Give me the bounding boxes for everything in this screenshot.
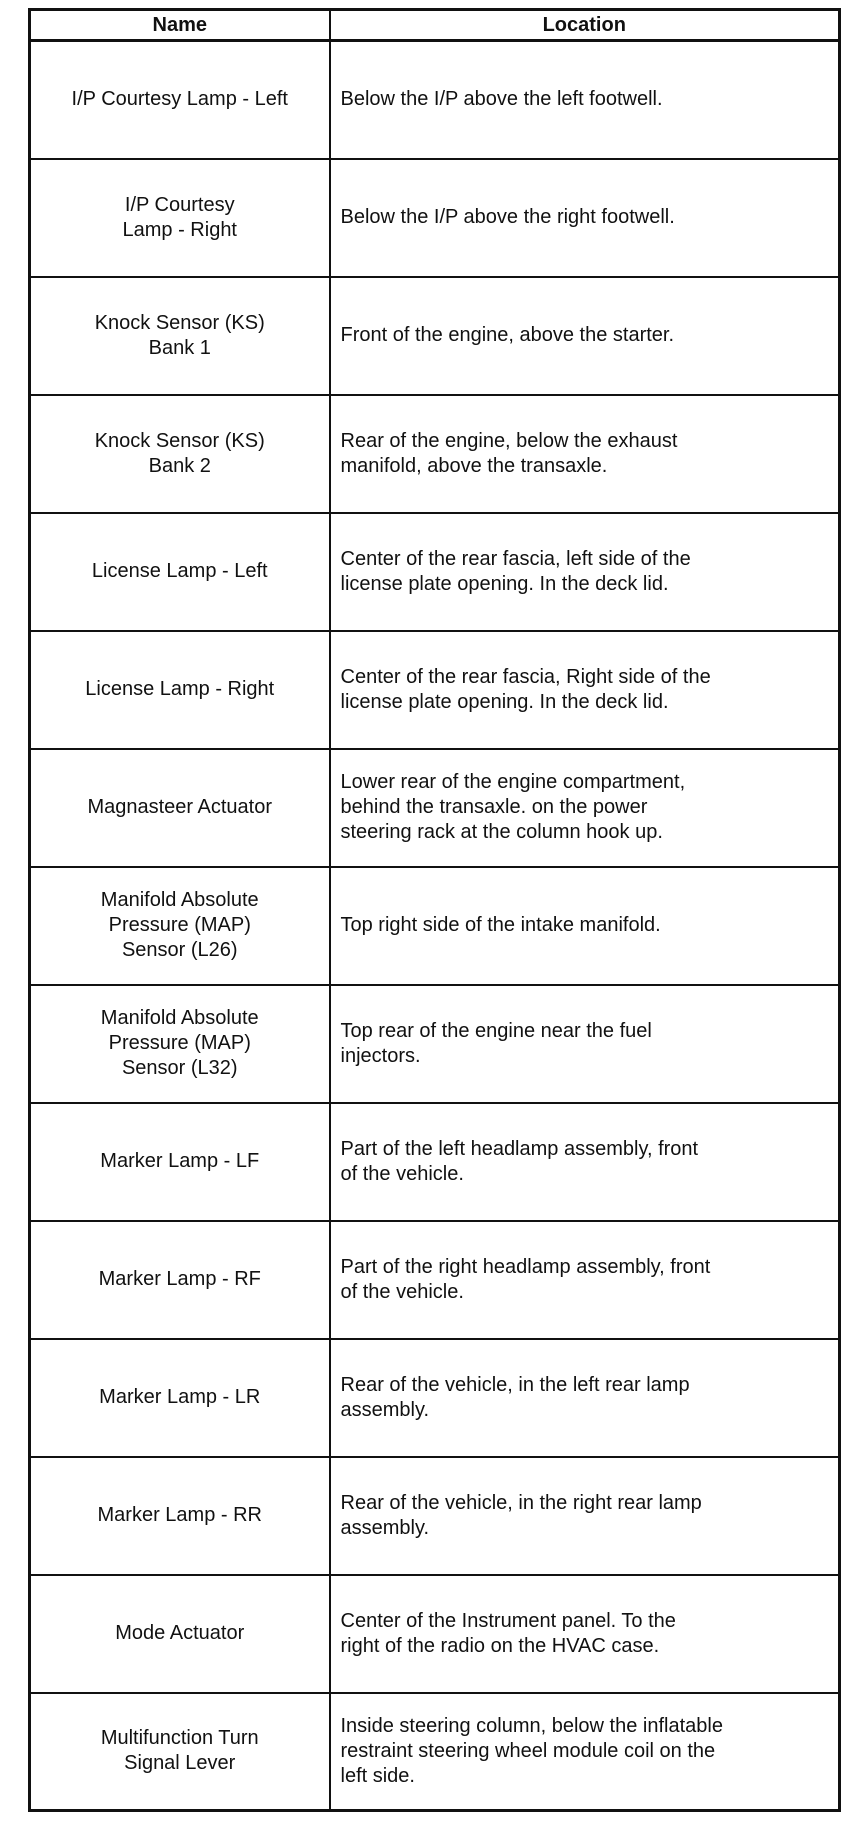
component-name-cell: Magnasteer Actuator	[30, 749, 330, 867]
component-name-cell: Manifold Absolute Pressure (MAP) Sensor (L32)	[30, 985, 330, 1103]
table-row	[30, 1457, 840, 1575]
component-name-cell: License Lamp - Left	[30, 513, 330, 631]
component-name-cell: I/P Courtesy Lamp - Right	[30, 159, 330, 277]
table-row	[30, 395, 840, 513]
component-location-cell: Part of the left headlamp assembly, front of the vehicle.	[330, 1103, 840, 1221]
component-name-cell: License Lamp - Right	[30, 631, 330, 749]
table-row	[30, 1221, 840, 1339]
component-name-cell: Multifunction Turn Signal Lever	[30, 1693, 330, 1811]
table-row	[30, 1575, 840, 1693]
component-location-table-wrapper	[28, 8, 838, 1812]
component-location-cell: Below the I/P above the right footwell.	[330, 159, 840, 277]
component-location-cell: Rear of the engine, below the exhaust manifold, above the transaxle.	[330, 395, 840, 513]
table-row	[30, 985, 840, 1103]
component-name-cell: I/P Courtesy Lamp - Left	[30, 41, 330, 159]
component-name-cell: Marker Lamp - RR	[30, 1457, 330, 1575]
component-name-cell: Manifold Absolute Pressure (MAP) Sensor (L26)	[30, 867, 330, 985]
component-location-table	[28, 8, 841, 1812]
component-name-cell: Knock Sensor (KS) Bank 1	[30, 277, 330, 395]
component-location-cell: Lower rear of the engine compartment, behind the transaxle. on the power steering rack at the column hook up.	[330, 749, 840, 867]
component-location-cell: Center of the Instrument panel. To the right of the radio on the HVAC case.	[330, 1575, 840, 1693]
component-name-cell: Marker Lamp - LF	[30, 1103, 330, 1221]
component-name-cell: Marker Lamp - LR	[30, 1339, 330, 1457]
component-name-cell: Marker Lamp - RF	[30, 1221, 330, 1339]
table-row	[30, 749, 840, 867]
table-row	[30, 41, 840, 159]
table-row	[30, 277, 840, 395]
component-location-cell: Part of the right headlamp assembly, front of the vehicle.	[330, 1221, 840, 1339]
component-location-cell: Rear of the vehicle, in the right rear lamp assembly.	[330, 1457, 840, 1575]
table-row	[30, 1103, 840, 1221]
header-row	[30, 10, 840, 41]
component-location-cell: Center of the rear fascia, Right side of the license plate opening. In the deck lid.	[330, 631, 840, 749]
component-location-cell: Inside steering column, below the inflatable restraint steering wheel module coil on the left side.	[330, 1693, 840, 1811]
table-body	[30, 41, 840, 1811]
table-row	[30, 513, 840, 631]
table-row	[30, 631, 840, 749]
component-location-cell: Top right side of the intake manifold.	[330, 867, 840, 985]
header-location: Location	[330, 10, 840, 41]
component-name-cell: Knock Sensor (KS) Bank 2	[30, 395, 330, 513]
component-location-cell: Center of the rear fascia, left side of the license plate opening. In the deck lid.	[330, 513, 840, 631]
component-location-cell: Front of the engine, above the starter.	[330, 277, 840, 395]
component-location-cell: Rear of the vehicle, in the left rear lamp assembly.	[330, 1339, 840, 1457]
table-row	[30, 867, 840, 985]
table-row	[30, 159, 840, 277]
table-row	[30, 1693, 840, 1811]
table-row	[30, 1339, 840, 1457]
header-name: Name	[30, 10, 330, 41]
component-location-cell: Top rear of the engine near the fuel injectors.	[330, 985, 840, 1103]
component-name-cell: Mode Actuator	[30, 1575, 330, 1693]
component-location-cell: Below the I/P above the left footwell.	[330, 41, 840, 159]
